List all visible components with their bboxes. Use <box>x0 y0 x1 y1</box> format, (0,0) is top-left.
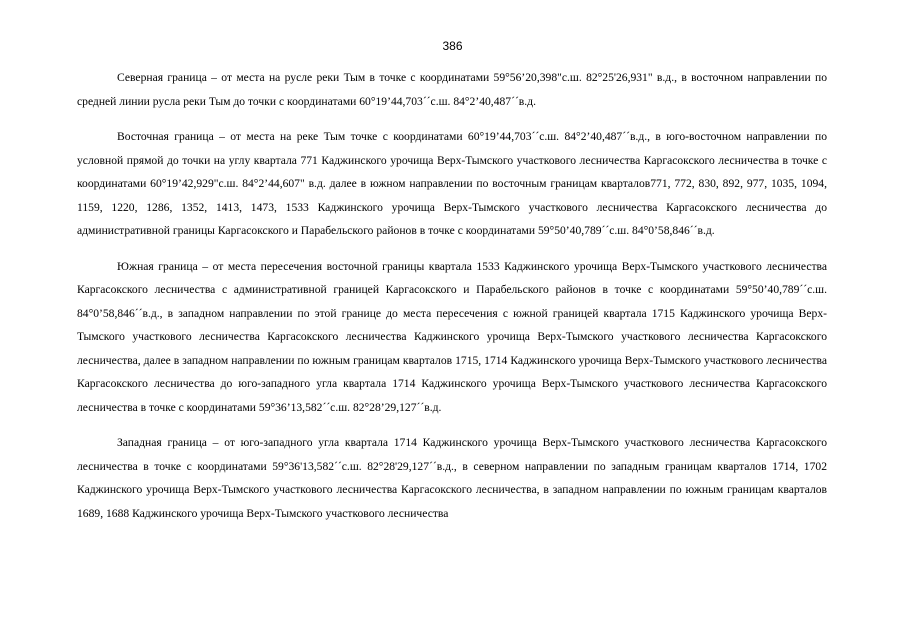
paragraph-south-boundary: Южная граница – от места пересечения восточной границы квартала 1533 Каджинского урочища Верх-Тымского участкового лесничества Каргасокского лесничества с административной границей Каргасокского и Парабельского районов в точке с координатами 59°50’40,789´´с.ш. 84°0’58,846´´в.д., в западном направлении по этой границе до места пересечения с южной границей квартала 1715 Каджинского урочища Верх-Тымского участкового лесничества Каргасокского лесничества Каджинского урочища Верх-Тымского участкового лесничества Каргасокского лесничества, далее в западном направлении по южным границам кварталов 1715, 1714 Каджинского урочища Верх-Тымского участкового лесничества Каргасокского лесничества до юго-западного угла квартала 1714 Каджинского урочища Верх-Тымского участкового лесничества Каргасокского лесничества в точке с координатами 59°36’13,582´´с.ш. 82°28’29,127´´в.д. <box>77 259 827 414</box>
paragraph-north-boundary: Северная граница – от места на русле реки Тым в точке с координатами 59°56’20,398"с.ш. 82°25'26,931" в.д., в восточном направлении по средней линии русла реки Тым до точки с координатами 60°19’44,703´´с.ш. 84°2’40,487´´в.д. <box>77 71 827 108</box>
paragraph-east-boundary: Восточная граница – от места на реке Тым точке с координатами 60°19’44,703´´с.ш. 84°2’40,487´´в.д., в юго-восточном направлении по условной прямой до точки на углу квартала 771 Каджинского урочища Верх-Тымского участкового лесничества Каргасокского лесничества в точке с координатами 60°19’42,929"с.ш. 84°2’44,607" в.д. далее в южном направлении по восточным границам кварталов771, 772, 830, 892, 977, 1035, 1094, 1159, 1220, 1286, 1352, 1413, 1473, 1533 Каджинского урочища Верх-Тымского участкового лесничества Каргасокского лесничества до административной границы Каргасокского и Парабельского районов в точке с координатами 59°50’40,789´´с.ш. 84°0’58,846´´в.д. <box>77 130 827 237</box>
page-number: 386 <box>442 39 463 53</box>
paragraph-west-boundary: Западная граница – от юго-западного угла квартала 1714 Каджинского урочища Верх-Тымского участкового лесничества Каргасокского лесничества в точке с координатами 59°36'13,582´´с.ш. 82°28'29,127´´в.д., в северном направлении по западным границам кварталов 1714, 1702 Каджинского урочища Верх-Тымского участкового лесничества Каргасокского лесничества, в западном направлении по южным границам кварталов 1689, 1688 Каджинского урочища Верх-Тымского участкового лесничества <box>77 436 827 520</box>
document-body <box>77 66 827 537</box>
